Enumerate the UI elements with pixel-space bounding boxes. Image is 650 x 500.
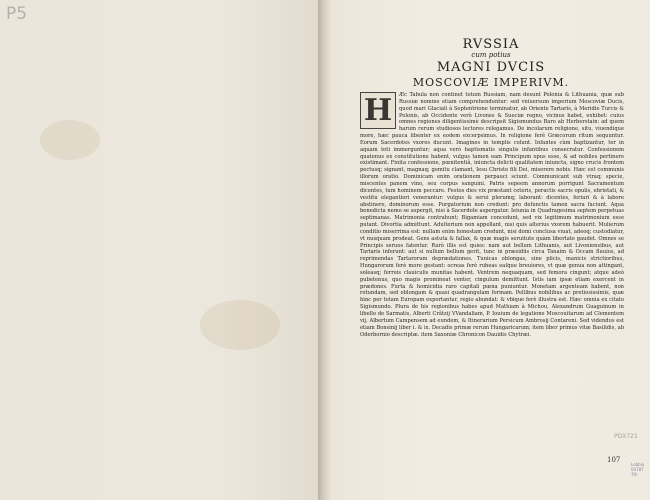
page-title: RVSSIA: [462, 37, 520, 52]
pencil-inventory-note: PDX721: [614, 433, 638, 440]
foxing-stain: [200, 300, 280, 350]
book-gutter: [318, 0, 332, 500]
title-line-2: MAGNI DVCIS: [436, 60, 546, 75]
foxing-stain: [40, 120, 100, 160]
body-text: [360, 92, 624, 454]
title-line-3: MOSCOVIÆ IMPERIVM.: [412, 76, 570, 89]
library-stamp: Lobbia 00787 70r: [631, 462, 645, 477]
title-connector: cum potius: [471, 51, 511, 59]
pencil-mark: P5: [6, 4, 28, 24]
right-page-recto: [332, 0, 650, 500]
decorated-initial: H: [360, 92, 396, 129]
page-number: 107: [607, 456, 621, 464]
body-paragraph: Æc Tabula non continet totum Russiam, nam desunt Polonia & Lithuania, quæ sub Russiæ nomine etiam comprehenduntur: sed vniuersum imperium Moscoviæ Ducis, quod mari Glaciali à Septentrione terminatur, ab Oriente Tartaris, à Meridie Turcis & Polonis, ab Occidente verò Livones & Sueciæ regno, vicinus habet, exhibet: cuius omnes regiones diligentissimè descripsit Sigismundus Baro ab Herberstain: ad quem harum rerum studiosos lectores relegamus. De incolarum religione, situ, viuendique more, hæc pauca libenter ex eodem excerpsimus. In religione ferè Græcorum ritum sequuntur. Eorum Sacerdotes vxores ducunt. Imagines in templis colunt. Infantes cùm baptizantur, ter in aquam toti immerguntur; aqua verò baptismatis singulis infantibus consecratur. Confessionem quatenus ex constitutione habent, vulgus tamen eam Principum opus esse, & ad nobiles pertinere existimant. Finita confessione, pœnitentiâ, iniuncta delicti qualitatem iniuncta, signo crucis frontem pectusq; signant, magnaq; gemitu clamant, Iesu Christe fili Dei, miserere nobis. Hæc est communis illorum oratio. Dominicam enim orationem perpauci sciunt. Communicant sub vtraq; specie, miscentes panem vino, seu corpus sanguini. Patris sepeem annorum porrigunt Sacramentum dicentes, tum hominem peccare. Festos dies vix præstant ceteris, peractis sacris opulis, ebrietati, & vestitu elegantiori venerantur: vulgus & serui plerumq; laborant: dicentes, feriari & à labore abstinere, dominorum esse. Purgatorium non credunt: pro defunctis tamen sacra faciunt. Aqua benedicta nemo se aspergit, nisi à Sacerdote aspergatur. Ieiunia in Quadragesima septem perpetuas septimanas. Matrimonia contrahunt; Bigamiam concedunt, sed vix legitimum matrimonium esse putant. Divortia admittunt. Adulterium non appellant, nisi quis alterius vxorem habuerit. Mulierum conditio miserrima est: nullam enim honestam credunt, nisi domi conclusa viuat, adeoq; custodiatur, vt nusquam prodeat. Gens astuta & fallax, & quæ magis seruitute quàm libertate gaudet. Omnes se Principis seruos fatentur. Rarò illis est quies: nam aut bellum Lithuanis, aut Livoniensibus, aut Tartaris inferunt: aut si nullum bellum gerit, tunc in præsidiis circa Tanaim & Occam fluuios, ad reprimendas Tartarorum deprædationes. Tunicas oblongas, sine plicis, manicis strictioribus, Hungarorum ferè more gestant: ocreas ferè rubeas eaſque breuiores, vt quæ genua non attingant, soleasq; ferreis clauiculis munitas habent. Ventrem nequaquam, sed femora cingunt; atque adeò pubetenus, quo magis promineat venter, cingulum demittunt. Istis iam ipsæ etiam exercent in prædones. Furta & homicidia raro capitali pœna puniuntur. Monetam argenteam habent, non rotundam, sed oblongam & quasi quadrangulam formam. Pellibus nobilibus ac pretiosissimis, quæ hinc per totam Europam exportantur, regio abundat: & vbique ferè illustra est. Hæc omnia ex citato Sigismundo. Plura de his regionibus habes apud Mathiam à Michou, Alexandrum Guaguinum in libello de Sarmatis, Alberti Crãtzij VVandaliam, P. Iouium de legatione Moscouitarum ad Clementem vij. Albertum Campensem ad eundem, & Itinerarium Persicum Ambrosij Contareni. Sed videndus est etiam Bonsinij liber i. & ix. Decadis primæ rerum Hungaricarum; item liber primus vitæ Basilidis, ab Oderbornio descriptæ. item Saxoniæ Chronicon Dauidis Chytræi.: [360, 92, 624, 338]
left-page-verso: [0, 0, 318, 500]
